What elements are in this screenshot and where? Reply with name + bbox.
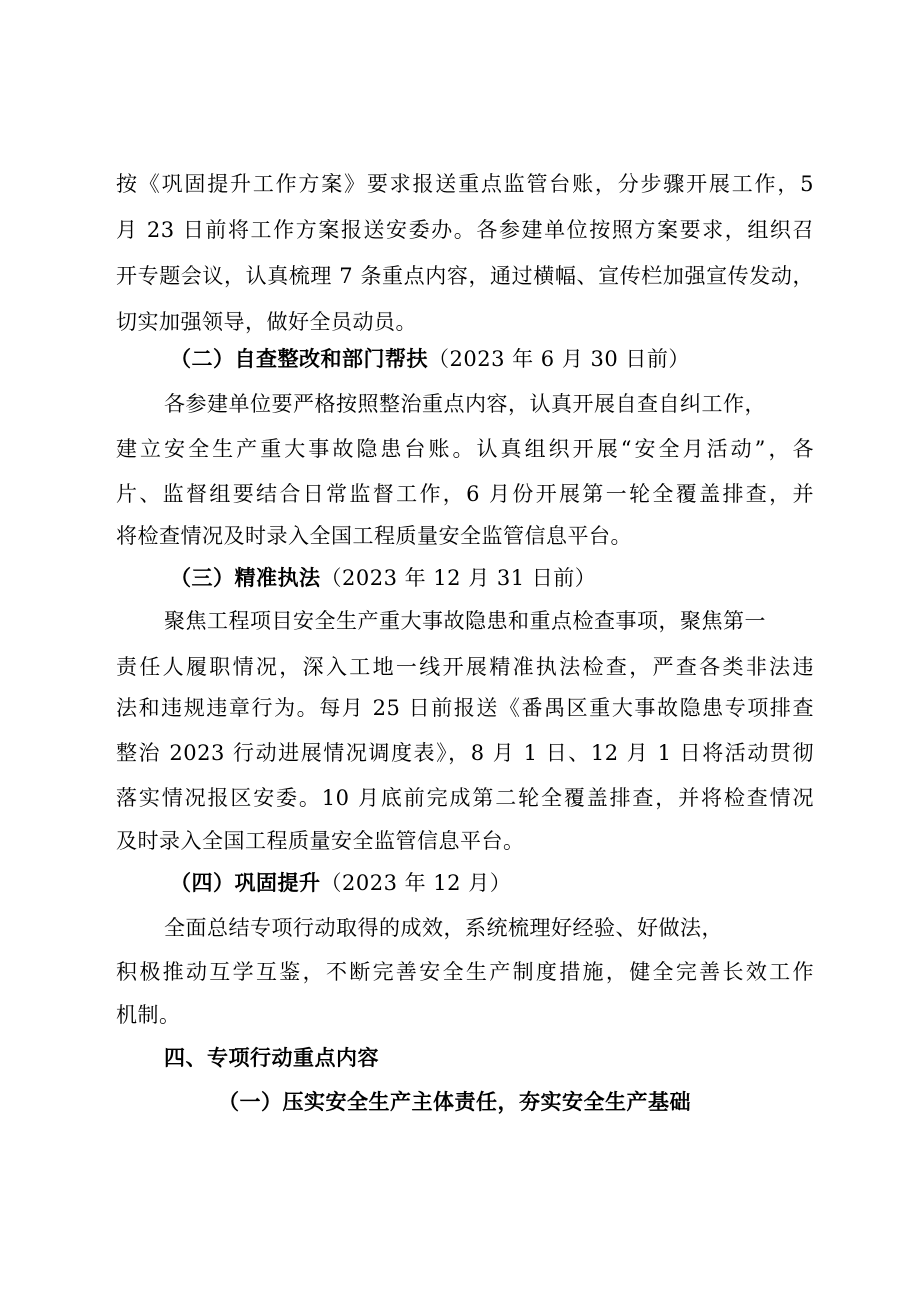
paragraph-1-line-1: 按《巩固提升工作方案》要求报送重点监管台账，分步骤开展工作，5 bbox=[116, 172, 814, 196]
paragraph-4-line-2: 积极推动互学互鉴，不断完善安全生产制度措施，健全完善长效工作 bbox=[116, 960, 814, 984]
heading-3-title: （三）精准执法 bbox=[170, 565, 321, 590]
heading-4 bbox=[170, 868, 511, 898]
paragraph-2-line-2: 建立安全生产重大事故隐患台账。认真组织开展“安全月活动”，各 bbox=[116, 437, 814, 461]
paragraph-2-line-4: 将检查情况及时录入全国工程质量安全监管信息平台。 bbox=[116, 524, 632, 548]
paragraph-3-line-6: 及时录入全国工程质量安全监管信息平台。 bbox=[116, 829, 525, 853]
paragraph-1-line-4: 切实加强领导，做好全员动员。 bbox=[116, 310, 417, 334]
paragraph-2-line-3: 片、监督组要结合日常监督工作，6 月份开展第一轮全覆盖排查，并 bbox=[116, 482, 814, 506]
paragraph-3-line-3: 法和违规违章行为。每月 25 日前报送《番禺区重大事故隐患专项排查 bbox=[116, 696, 814, 720]
heading-2-date: （2023 年 6 月 30 日前） bbox=[428, 347, 690, 371]
heading-4-date: （2023 年 12 月） bbox=[320, 871, 512, 895]
heading-2 bbox=[170, 344, 690, 374]
heading-3-date: （2023 年 12 月 31 日前） bbox=[320, 566, 597, 590]
paragraph-3-line-4: 整治 2023 行动进展情况调度表》，8 月 1 日、12 月 1 日将活动贯彻 bbox=[116, 741, 814, 765]
paragraph-4-line-1: 全面总结专项行动取得的成效，系统梳理好经验、好做法， bbox=[164, 916, 723, 940]
paragraph-3-line-1: 聚焦工程项目安全生产重大事故隐患和重点检查事项，聚焦第一 bbox=[164, 609, 766, 633]
subheading-1: （一）压实安全生产主体责任，夯实安全生产基础 bbox=[218, 1089, 691, 1114]
paragraph-1-line-2: 月 23 日前将工作方案报送安委办。各参建单位按照方案要求，组织召 bbox=[116, 218, 814, 242]
paragraph-1-line-3: 开专题会议，认真梳理 7 条重点内容，通过横幅、宣传栏加强宣传发动， bbox=[116, 264, 814, 288]
paragraph-3-line-2: 责任人履职情况，深入工地一线开展精准执法检查，严查各类非法违 bbox=[116, 655, 814, 679]
heading-3 bbox=[170, 563, 596, 593]
paragraph-2-line-1: 各参建单位要严格按照整治重点内容，认真开展自查自纠工作， bbox=[164, 392, 766, 416]
heading-2-title: （二）自查整改和部门帮扶 bbox=[170, 346, 428, 371]
paragraph-3-line-5: 落实情况报区安委。10 月底前完成第二轮全覆盖排查，并将检查情况 bbox=[116, 786, 814, 810]
paragraph-4-line-3: 机制。 bbox=[116, 1003, 181, 1027]
section-4-heading: 四、专项行动重点内容 bbox=[164, 1045, 379, 1070]
heading-4-title: （四）巩固提升 bbox=[170, 870, 321, 895]
